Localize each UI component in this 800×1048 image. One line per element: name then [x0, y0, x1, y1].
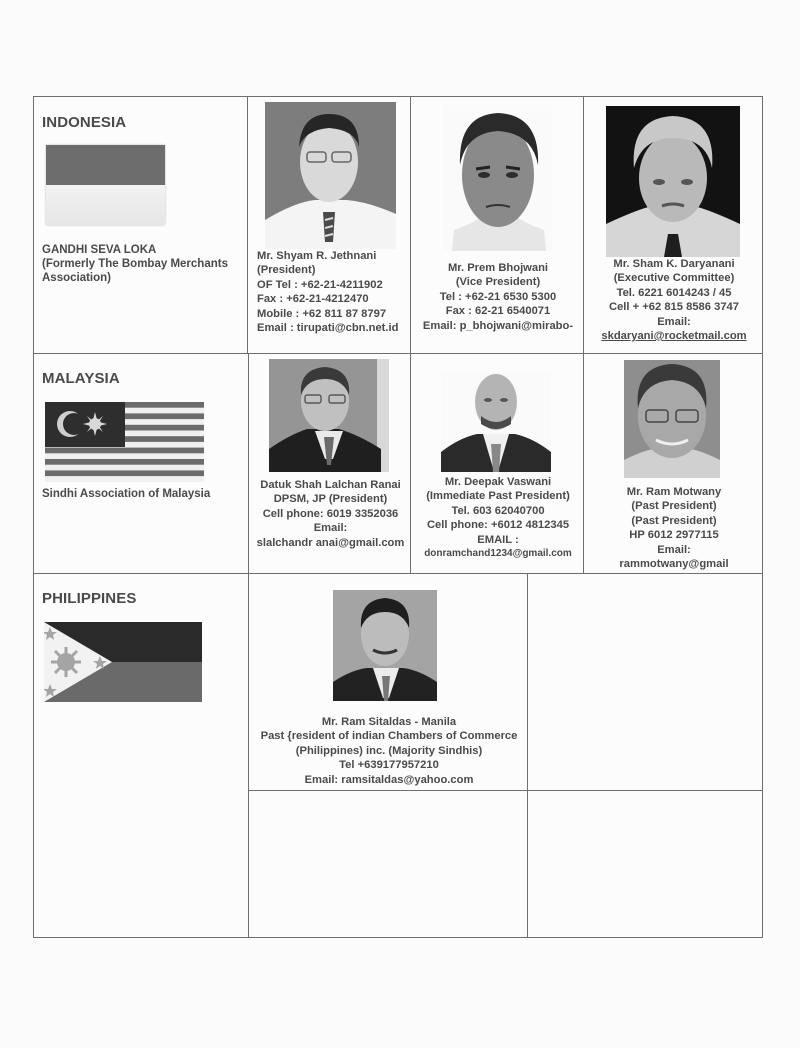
- philippines-flag-icon: [44, 622, 202, 702]
- organization-name: Sindhi Association of Malaysia: [42, 488, 211, 500]
- member-contact: Mr. Prem Bhojwani (Vice President) Tel : +62-21 6530 5300 Fax : 62-21 6540071 Email: p_bhojwani@mirabo-: [422, 262, 574, 332]
- member-photo: [444, 105, 552, 251]
- country-cell-philippines: [33, 573, 249, 938]
- member-cell: [247, 96, 411, 354]
- indonesia-flag-icon: [46, 145, 165, 225]
- malaysia-flag-icon: [45, 402, 204, 482]
- empty-cell: [527, 790, 763, 938]
- member-contact: Mr. Sham K. Daryanani (Executive Committee) Tel. 6221 6014243 / 45 Cell + +62 815 8586 3747 Email: skdaryani@rocketmail.com: [584, 257, 764, 343]
- country-cell-malaysia: [33, 353, 249, 574]
- member-cell: [248, 573, 528, 791]
- empty-cell: [527, 573, 763, 791]
- organization-name: GANDHI SEVA LOKA (Formerly The Bombay Merchants Association): [42, 244, 228, 284]
- member-contact: Mr. Shyam R. Jethnani (President) OF Tel : +62-21-4211902 Fax : +62-21-4212470 Mobile : +62 811 87 8797 Email : tirupati@cbn.net.id: [257, 250, 399, 335]
- member-contact: Datuk Shah Lalchan Ranai DPSM, JP (President) Cell phone: 6019 3352036 Email: slalchandr anai@gmail.com: [256, 479, 405, 549]
- member-photo: [265, 102, 396, 249]
- member-contact: Mr. Deepak Vaswani (Immediate Past President) Tel. 603 62040700 Cell phone: +6012 4812345 EMAIL : donramchand1234@gmail.com: [411, 475, 585, 561]
- member-cell: [248, 353, 411, 574]
- email-link[interactable]: donramchand1234@gmail.com: [424, 548, 572, 560]
- email-link[interactable]: skdaryani@rocketmail.com: [601, 330, 747, 343]
- member-cell: [583, 353, 763, 574]
- member-photo: [441, 372, 551, 472]
- empty-cell: [248, 790, 528, 938]
- country-cell-indonesia: [33, 96, 248, 354]
- member-contact: Mr. Ram Motwany (Past President) (Past President) HP 6012 2977115 Email: rammotwany@gmail: [584, 485, 764, 571]
- member-cell: [583, 96, 763, 354]
- member-cell: [410, 96, 584, 354]
- member-cell: [410, 353, 584, 574]
- email-link[interactable]: Email: ramsitaldas@yahoo.com: [304, 773, 474, 786]
- email-link[interactable]: rammotwany@gmail: [619, 558, 729, 571]
- country-title: INDONESIA: [42, 114, 127, 131]
- country-title: MALAYSIA: [42, 370, 120, 387]
- member-photo: [333, 590, 437, 701]
- member-photo: [606, 106, 740, 257]
- country-title: PHILIPPINES: [42, 590, 137, 607]
- member-photo: [269, 359, 389, 472]
- member-contact: Mr. Ram Sitaldas - Manila Past {resident of indian Chambers of Commerce (Philippines) inc. (Majority Sindhis) Tel +639177957210 Email: ramsitaldas@yahoo.com: [249, 715, 529, 787]
- member-photo: [624, 360, 720, 478]
